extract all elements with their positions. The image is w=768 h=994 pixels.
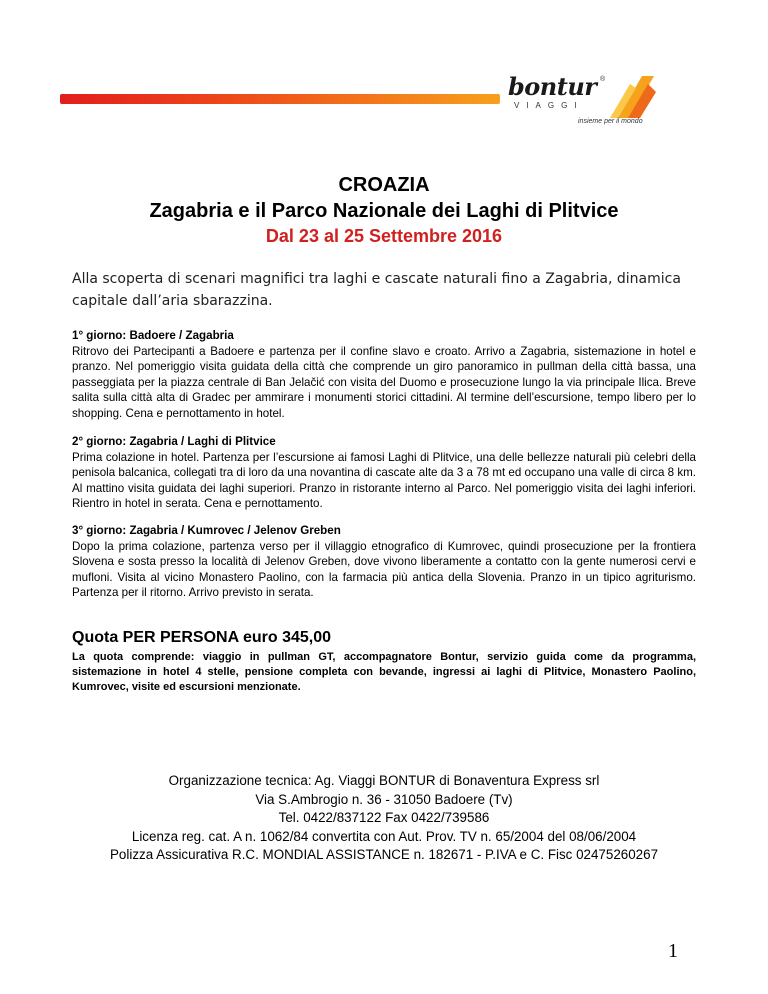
footer-line: Organizzazione tecnica: Ag. Viaggi BONTUR di Bonaventura Express srl	[168, 773, 600, 788]
bontur-logo	[498, 70, 658, 132]
day-description: Dopo la prima colazione, partenza verso per il villaggio etnografico di Kumrovec, quindi prosecuzione per la frontiera Slovena e sosta presso la località di Jelenov Greben, dove vivono liberamente a contatto con la gente numerosi cervi e mufloni. Visita al vicino Monastero Paolino, con la farmacia più antica della Slovenia. Pranzo in un tipico agriturismo. Partenza per il ritorno. Arrivo previsto in serata.	[72, 539, 696, 600]
trip-dates: Dal 23 al 25 Settembre 2016	[265, 226, 503, 246]
price-includes: La quota comprende: viaggio in pullman GT, accompagnatore Bontur, servizio guida come da programma, sistemazione in hotel 4 stelle, pensione completa con bevande, ingressi ai laghi di Plitvice, Monastero Paolino, Kumrovec, visite ed escursioni menzionate.	[72, 651, 696, 693]
day-description: Ritrovo dei Partecipanti a Badoere e partenza per il confine slavo e croato. Arrivo a Zagabria, sistemazione in hotel e pranzo. Nel pomeriggio visita guidata della città che comprende un giro panoramico in pullman della città bassa, una passeggiata per la piazza centrale di Ban Jelačić con visita del Duomo e prosecuzione lungo la via principale Ilica. Breve salita sulla città alta di Gradec per ammirare i monumenti storici cittadini. Al termine dell’escursione, tempo libero per lo shopping. Cena e pernottamento in hotel.	[72, 344, 696, 420]
price-section	[72, 628, 696, 695]
logo-registered-mark: ®	[600, 76, 606, 83]
price-title: Quota PER PERSONA euro 345,00	[72, 629, 332, 646]
page-number: 1	[668, 940, 678, 962]
footer-line: Polizza Assicurativa R.C. MONDIAL ASSISTANCE n. 182671 - P.IVA e C. Fisc 02475260267	[109, 847, 659, 862]
itinerary-day-1	[72, 328, 696, 422]
itinerary-day-2	[72, 434, 696, 512]
title-block	[0, 172, 768, 248]
page-subtitle: Zagabria e il Parco Nazionale dei Laghi di Plitvice	[149, 200, 619, 222]
page-title: CROAZIA	[338, 174, 430, 196]
footer-line: Tel. 0422/837122 Fax 0422/739586	[278, 810, 490, 825]
footer-line: Via S.Ambrogio n. 36 - 31050 Badoere (Tv)	[255, 791, 513, 807]
header	[0, 70, 768, 140]
footer-line: Licenza reg. cat. A n. 1062/84 convertita con Aut. Prov. TV n. 65/2004 del 08/06/2004	[131, 828, 637, 844]
intro-text: Alla scoperta di scenari magnifici tra laghi e cascate naturali fino a Zagabria, dinamica capitale dall’aria sbarazzina.	[72, 271, 681, 309]
day-description: Prima colazione in hotel. Partenza per l’escursione ai famosi Laghi di Plitvice, una delle bellezze naturali più celebri della penisola balcanica, collegati tra di loro da una novantina di cascate alte da 3 a 78 mt ed occupano una valle di circa 8 km. Al mattino visita guidata dei laghi superiori. Pranzo in ristorante interno al Parco. Nel pomeriggio visita dei laghi inferiori. Rientro in hotel in serata. Cena e pernottamento.	[72, 450, 696, 511]
footer	[0, 772, 768, 865]
logo-subtitle: VIAGGI	[514, 101, 584, 110]
header-gradient-bar	[60, 94, 500, 104]
logo-wordmark: bontur	[508, 72, 597, 101]
day-heading: 3° giorno: Zagabria / Kumrovec / Jelenov Greben	[72, 524, 341, 537]
logo-swoosh-icon	[598, 70, 658, 120]
day-heading: 2° giorno: Zagabria / Laghi di Plitvice	[72, 435, 276, 448]
day-heading: 1° giorno: Badoere / Zagabria	[72, 329, 234, 342]
itinerary-day-3	[72, 523, 696, 601]
logo-tagline: insieme per il mondo	[578, 118, 643, 125]
